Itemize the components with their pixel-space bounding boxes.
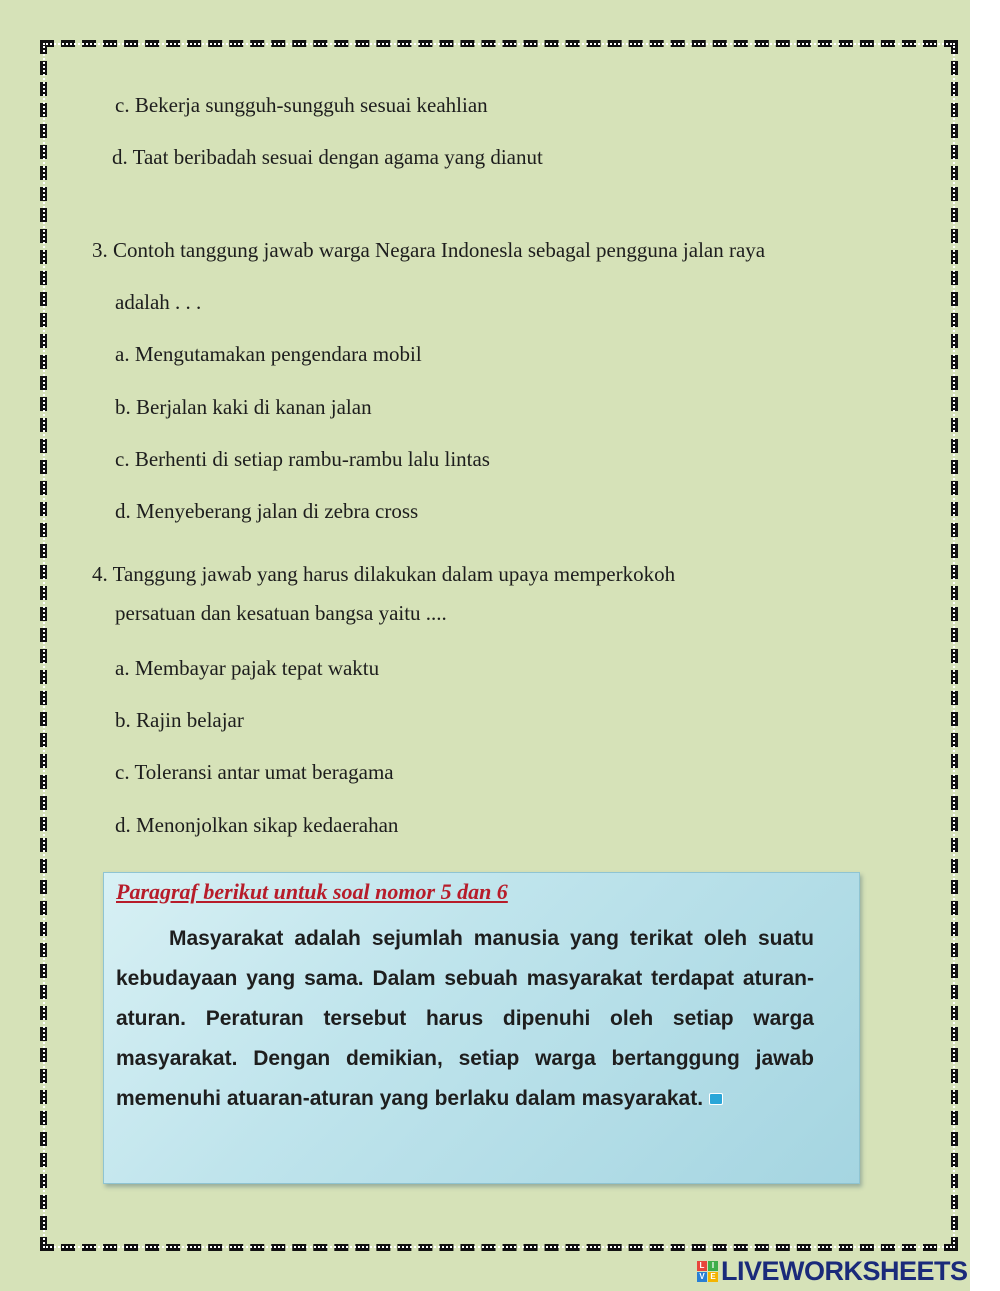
question-4-option-d: d. Menonjolkan sikap kedaerahan: [115, 813, 399, 837]
logo-letter-v: V: [697, 1272, 707, 1282]
logo-letter-l: L: [697, 1261, 707, 1271]
liveworksheets-logo-icon: [697, 1261, 718, 1282]
paragraph-body: [116, 919, 814, 1119]
question-3-option-b: b. Berjalan kaki di kanan jalan: [115, 395, 372, 419]
liveworksheets-logo-text: LIVEWORKSHEETS: [721, 1255, 968, 1286]
liveworksheets-watermark: [697, 1256, 968, 1286]
logo-letter-e: E: [708, 1272, 718, 1282]
option-c-previous: c. Bekerja sungguh-sungguh sesuai keahlian: [115, 93, 488, 117]
paragraph-text: Masyarakat adalah sejumlah manusia yang terikat oleh suatu kebudayaan yang sama. Dalam sebuah masyarakat terdapat aturan-aturan. Peraturan tersebut harus dipenuhi oleh setiap warga masyarakat. Dengan demikian, setiap warga bertanggung jawab memenuhi atuaran-aturan yang berlaku dalam masyarakat.: [116, 927, 814, 1110]
pen-icon: [709, 1093, 723, 1105]
question-3-stem-continued: adalah . . .: [115, 290, 202, 314]
question-4-stem: 4. Tanggung jawab yang harus dilakukan dalam upaya memperkokoh: [92, 562, 676, 586]
paragraph-info-box: [103, 872, 860, 1184]
question-3-stem: 3. Contoh tanggung jawab warga Negara Indonesla sebagal pengguna jalan raya: [92, 238, 766, 262]
paragraph-heading: Paragraf berikut untuk soal nomor 5 dan 6: [116, 879, 508, 904]
logo-letter-i: I: [708, 1261, 718, 1271]
question-4-stem-continued: persatuan dan kesatuan bangsa yaitu ....: [115, 601, 447, 625]
question-3-option-a: a. Mengutamakan pengendara mobil: [115, 342, 422, 366]
question-3-option-c: c. Berhenti di setiap rambu-rambu lalu lintas: [115, 447, 490, 471]
option-d-previous: d. Taat beribadah sesuai dengan agama yang dianut: [112, 145, 543, 169]
question-4-option-b: b. Rajin belajar: [115, 708, 244, 732]
question-3-option-d: d. Menyeberang jalan di zebra cross: [115, 499, 419, 523]
question-4-option-a: a. Membayar pajak tepat waktu: [115, 656, 380, 680]
question-4-option-c: c. Toleransi antar umat beragama: [115, 760, 394, 784]
